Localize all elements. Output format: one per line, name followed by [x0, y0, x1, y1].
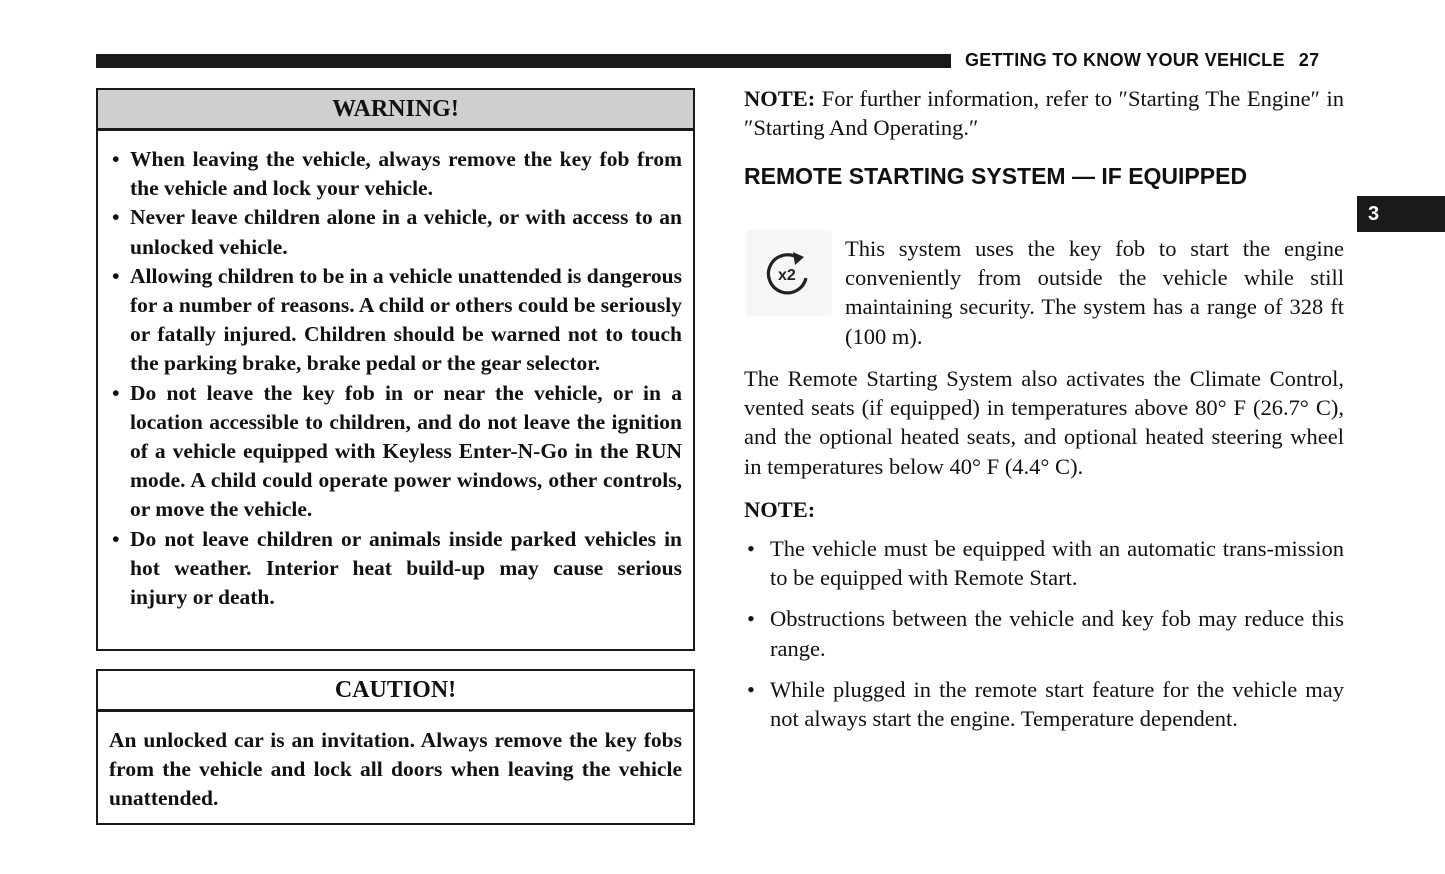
note-item: • The vehicle must be equipped with an automatic trans-mission to be equipped with Remote Start.: [744, 534, 1344, 592]
warning-list: [98, 131, 693, 612]
caution-title: CAUTION!: [98, 671, 693, 712]
warning-item: • Allowing children to be in a vehicle unattended is dangerous for a number of reasons. A child or others could be seriously or fatally injured. Children should be warned not to touch the parking brake, brake pedal or the gear selector.: [110, 262, 682, 379]
warning-item: • When leaving the vehicle, always remove the key fob from the vehicle and lock your vehicle.: [110, 145, 682, 203]
chapter-tab[interactable]: 3: [1357, 196, 1445, 232]
climate-paragraph: The Remote Starting System also activates the Climate Control, vented seats (if equipped) in temperatures above 80° F (26.7° C), and the optional heated seats, and optional heated steering wheel in temperatures below 40° F (4.4° C).: [744, 366, 1344, 479]
warning-item: • Do not leave children or animals inside parked vehicles in hot weather. Interior heat build-up may cause serious injury or death.: [110, 525, 682, 613]
header-section-title: GETTING TO KNOW YOUR VEHICLE: [965, 50, 1285, 70]
note-item: • While plugged in the remote start feature for the vehicle may not always start the engine. Temperature dependent.: [744, 675, 1344, 733]
header-rule: [96, 54, 951, 68]
icon-label: x2: [778, 267, 796, 284]
note-list: [744, 534, 1344, 745]
note-item: • Obstructions between the vehicle and key fob may reduce this range.: [744, 604, 1344, 662]
warning-box: [96, 88, 695, 651]
warning-item: • Do not leave the key fob in or near the vehicle, or in a location accessible to children, and do not leave the ignition of a vehicle equipped with Keyless Enter-N-Go in the RUN mode. A child could operate power windows, other controls, or move the vehicle.: [110, 379, 682, 525]
note-label: NOTE:: [744, 86, 816, 111]
page-number: 27: [1298, 50, 1320, 70]
note-heading: NOTE:: [744, 497, 816, 522]
note-text: For further information, refer to ″Starting The Engine″ in ″Starting And Operating.″: [744, 86, 1344, 141]
remote-start-x2-icon-graphic: [760, 248, 818, 298]
caution-text: An unlocked car is an invitation. Always remove the key fobs from the vehicle and lock all doors when leaving the vehicle unattended.: [109, 728, 682, 811]
running-header: [965, 50, 1345, 71]
caution-box: [96, 669, 695, 825]
intro-paragraph: This system uses the key fob to start the engine conveniently from outside the vehicle while still maintaining security. The system has a range of 328 ft (100 m).: [845, 236, 1344, 349]
remote-start-x2-icon: [746, 230, 832, 316]
warning-title: WARNING!: [98, 90, 693, 131]
warning-item: • Never leave children alone in a vehicle, or with access to an unlocked vehicle.: [110, 203, 682, 261]
note-paragraph: [744, 84, 1344, 142]
section-heading: REMOTE STARTING SYSTEM — IF EQUIPPED: [744, 163, 1248, 189]
